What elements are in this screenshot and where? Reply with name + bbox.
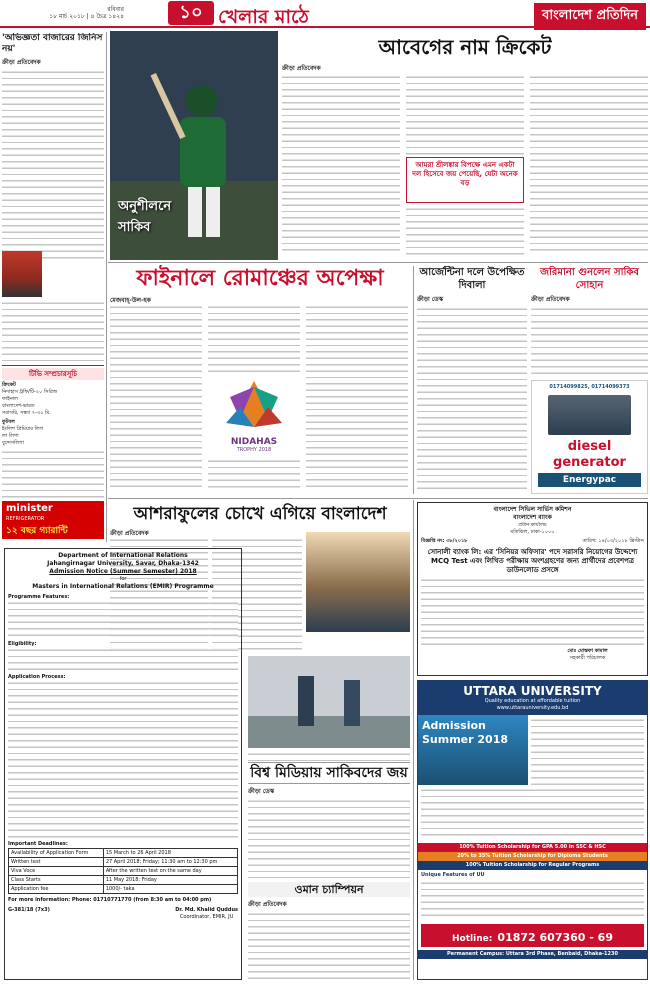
schedule-item: সরাসরি, সন্ধ্যা ৭-৩০ মি. <box>2 410 51 416</box>
ju-application-title: Application Process: <box>8 674 66 680</box>
ju-signatory-title: Coordinator, EMIR, JU <box>179 914 234 920</box>
trophy-graphic <box>208 377 300 433</box>
table-row <box>9 858 238 867</box>
top-story-col2a <box>406 75 524 155</box>
uttara-features-title: Unique Features of UU <box>421 872 485 878</box>
ashraful-byline: ক্রীড়া প্রতিবেদক <box>110 530 149 537</box>
ju-features-title: Programme Features: <box>8 594 70 600</box>
schedule-item: বুন্দেসলিগা <box>2 440 24 446</box>
schedule-item: ফাইনাল <box>2 396 18 402</box>
top-story-byline: ক্রীড়া প্রতিবেদক <box>282 65 321 72</box>
caption-line2: সাকিব <box>118 220 151 235</box>
quote-body-text <box>2 70 104 262</box>
trophy-subtitle: TROPHY 2018 <box>236 447 272 453</box>
masthead <box>0 0 650 28</box>
minister-brand: minister <box>6 503 53 514</box>
tv-schedule-title: টিভি সম্প্রচারসূচি <box>2 368 104 380</box>
bank-signatory-title: সহকারী পরিচালক <box>569 655 606 661</box>
ju-signatory-block <box>175 907 238 921</box>
final-story-headline: ফাইনালে রোমাঞ্চের অপেক্ষা <box>136 266 384 291</box>
ju-admission-ad <box>4 548 242 980</box>
ju-dept: Department of International Relations <box>58 552 188 559</box>
final-story-col3 <box>306 305 408 491</box>
uttara-tagline: Quality education at affordable tuition <box>484 698 581 704</box>
argentina-byline: ক্রীড়া ডেস্ক <box>417 296 444 303</box>
uttara-university-ad <box>417 680 648 980</box>
uttara-website: www.uttarauniversity.edu.bd <box>496 705 569 711</box>
uttara-program-list <box>531 718 644 788</box>
photo-caption-text <box>248 752 410 762</box>
oman-byline: ক্রীড়া প্রতিবেদক <box>248 901 287 908</box>
trophy-title: NIDAHAS <box>230 437 278 447</box>
schedule-item: বাংলাদেশ-ভারত <box>2 403 35 409</box>
bank-date: তারিখ: ১৪/০৩/২০১৮ খ্রিস্টাব্দ <box>582 538 644 544</box>
argentina-body <box>417 307 527 494</box>
table-row <box>9 885 238 894</box>
photo-caption <box>118 197 171 239</box>
table-cell: 15 March to 26 April 2018 <box>103 849 237 858</box>
ju-footer <box>8 907 238 921</box>
top-story-headline: আবেগের নাম ক্রিকেট <box>378 35 552 59</box>
bank-notice-no: বিজ্ঞপ্তি নং: ৩৮/২০১৮ <box>421 538 468 544</box>
hero-photo <box>110 31 278 260</box>
quote-headline: 'অভিজ্ঞতা বাজারের জিনিস নয়' <box>2 33 103 54</box>
uttara-banner-text: Admission Summer 2018 <box>422 719 509 746</box>
uttara-programs <box>421 788 644 840</box>
final-story <box>110 265 410 493</box>
section-divider <box>108 262 648 263</box>
uttara-scholarship2: 20% to 35% Tuition Scholarship for Diploma Students <box>418 852 647 861</box>
table-cell: Class Starts <box>9 876 104 885</box>
nidahas-trophy-logo <box>208 377 300 457</box>
oman-story <box>248 882 410 980</box>
ju-dates-title: Important Deadlines: <box>8 841 68 847</box>
argentina-headline: আর্জেন্টিনা দলে উপেক্ষিত দিবালা <box>419 267 525 291</box>
ju-signatory: Dr. Md. Khalid Quddus <box>175 907 238 913</box>
energypac-brand: Energypac <box>538 473 641 487</box>
final-story-col2a <box>208 305 300 375</box>
date-text: ১৮ মার্চ ২০১৮ | ৪ চৈত্র ১৪২৪ <box>49 13 124 20</box>
energypac-phone: 01714099825, 01714099373 <box>549 384 630 390</box>
oman-body <box>248 912 410 980</box>
newspaper-logo: বাংলাদেশ প্রতিদিন <box>534 3 646 30</box>
quote-body-cont <box>2 301 104 361</box>
ju-eligibility-text <box>8 648 238 674</box>
ju-application-steps <box>8 681 238 841</box>
ju-eligibility-title: Eligibility: <box>8 641 37 647</box>
media-byline: ক্রীড়া ডেস্ক <box>248 788 275 795</box>
column-divider <box>413 500 414 980</box>
ashraful-headline: আশরাফুলের চোখে এগিয়ে বাংলাদেশ <box>133 504 387 524</box>
fine-body <box>531 307 648 376</box>
table-cell: After the written test on the same day <box>103 867 237 876</box>
table-cell: Availability of Application Form <box>9 849 104 858</box>
table-cell: 11 May 2018; Friday <box>103 876 237 885</box>
bank-org: বাংলাদেশ সিভিল সার্ভিস কমিশন <box>493 506 572 513</box>
issue-date <box>4 6 124 20</box>
table-row <box>9 849 238 858</box>
hotline-number: 01872 607360 - 69 <box>497 931 613 944</box>
team-photo <box>248 656 410 748</box>
ju-deadline-table <box>8 848 238 894</box>
column-divider <box>413 266 414 494</box>
minister-ad <box>2 501 104 539</box>
player-portrait <box>2 251 42 297</box>
ju-code: G-381/18 (7x3) <box>8 907 50 913</box>
energypac-product: diesel generator <box>553 439 626 470</box>
table-row <box>9 876 238 885</box>
media-story <box>248 752 410 878</box>
uttara-campus: Permanent Campus: Uttara 3rd Phase, Benbaid, Dhaka-1230 <box>418 950 647 959</box>
pull-quote <box>406 157 524 203</box>
generator-image <box>548 395 631 435</box>
uttara-features <box>421 881 644 921</box>
ju-university: Jahangirnagar University, Savar, Dhaka-1342 <box>47 560 199 567</box>
schedule-item: নিদাহাস ট্রফি/টি-২০ সিরিজ <box>2 389 58 395</box>
ashraful-photo <box>306 532 410 632</box>
ju-features-list <box>8 601 238 641</box>
argentina-story <box>417 266 527 494</box>
minister-offer: ১২ বছর গ্যারান্টি <box>6 526 68 536</box>
weekday: রবিবার <box>107 6 124 13</box>
page-number-badge: ১০ <box>168 1 214 25</box>
bank-ref-row <box>421 538 644 545</box>
tv-schedule-list <box>2 382 104 447</box>
table-cell: Application fee <box>9 885 104 894</box>
top-story-col1 <box>282 75 400 255</box>
tv-schedule <box>2 365 104 510</box>
bank-name: বাংলাদেশ ব্যাংক <box>513 514 552 521</box>
uttara-header <box>418 681 647 715</box>
bank-body <box>421 578 644 648</box>
caption-line1: অনুশীলনে <box>118 199 172 214</box>
uttara-name: UTTARA UNIVERSITY <box>463 684 602 698</box>
top-story-col3 <box>530 75 648 255</box>
minister-tagline: REFRIGERATOR <box>6 516 45 522</box>
fine-headline: জরিমানা গুনলেন সাকিব সোহান <box>540 267 639 291</box>
bank-signatory: মোঃ মোস্তফা কামাল <box>567 648 608 654</box>
fine-story <box>531 266 648 376</box>
bank-recruitment-ad <box>417 502 648 676</box>
uttara-hotline <box>421 924 644 947</box>
energypac-ad <box>531 380 648 494</box>
ju-for: for <box>119 576 127 582</box>
table-cell: 1000/- taka <box>103 885 237 894</box>
section-divider <box>108 498 648 499</box>
ju-contact: For more information: Phone: 01710771770 (from 8:30 am to 04:00 pm) <box>8 897 212 903</box>
bank-headline: সোনালী ব্যাংক লি: এর 'সিনিয়র অফিসার' পদে সরাসরি নিয়োগের উদ্দেশ্যে MCQ Test এবং লিখিত পরীক্ষায় অংশগ্রহণের জন্য প্রার্থীদের প্রবেশপত্র ডাউনলোড প্রসঙ্গে <box>427 548 638 574</box>
table-cell: Written test <box>9 858 104 867</box>
bank-city: মতিঝিল, ঢাকা-১০০০ <box>510 529 555 535</box>
ju-program: Masters in International Relations (EMIR) Programme <box>32 583 214 590</box>
media-headline: বিশ্ব মিডিয়ায় সাকিবদের জয় <box>248 762 410 784</box>
uttara-scholarship1: 100% Tuition Scholarship for GPA 5.00 in SSC & HSC <box>418 843 647 852</box>
media-body <box>248 799 410 878</box>
pull-quote-text: আমরা শ্রীলঙ্কার বিপক্ষে এমন একটা দল হিসেবে জয় পেয়েছি, যেটা অনেক বড় <box>412 161 518 187</box>
final-story-byline: মেজবাহ্-উল-হক <box>110 297 151 304</box>
final-story-col2b <box>208 459 300 491</box>
section-title: খেলার মাঠে <box>218 6 309 28</box>
quote-byline: ক্রীড়া প্রতিবেদক <box>2 59 41 66</box>
column-divider <box>106 32 107 542</box>
table-row <box>9 867 238 876</box>
hotline-label: Hotline: <box>452 934 493 944</box>
top-story <box>282 33 648 258</box>
fine-byline: ক্রীড়া প্রতিবেদক <box>531 296 570 303</box>
left-column <box>2 33 104 541</box>
schedule-item: ক্রিকেট <box>2 382 16 388</box>
uttara-banner-row <box>418 715 647 785</box>
bank-signatory-block <box>531 648 644 662</box>
stadium-scene <box>248 656 410 748</box>
final-story-col1 <box>110 305 202 491</box>
schedule-item: ইংলিশ প্রিমিয়ার লিগ <box>2 426 43 432</box>
ju-notice: Admission Notice (Summer Semester) 2018 <box>49 568 197 575</box>
schedule-item: লা লিগা <box>2 433 19 439</box>
table-cell: 27 April 2018; Friday; 11:30 am to 12:30 pm <box>103 858 237 867</box>
oman-headline: ওমান চ্যাম্পিয়ন <box>248 882 410 897</box>
uttara-scholarship3: 100% Tuition Scholarship for Regular Programs <box>418 861 647 870</box>
schedule-item: ফুটবল <box>2 419 15 425</box>
top-story-col2b <box>406 207 524 255</box>
bank-office: প্রধান কার্যালয় <box>518 522 547 528</box>
table-cell: Viva Voce <box>9 867 104 876</box>
uttara-admission-banner <box>418 715 528 785</box>
